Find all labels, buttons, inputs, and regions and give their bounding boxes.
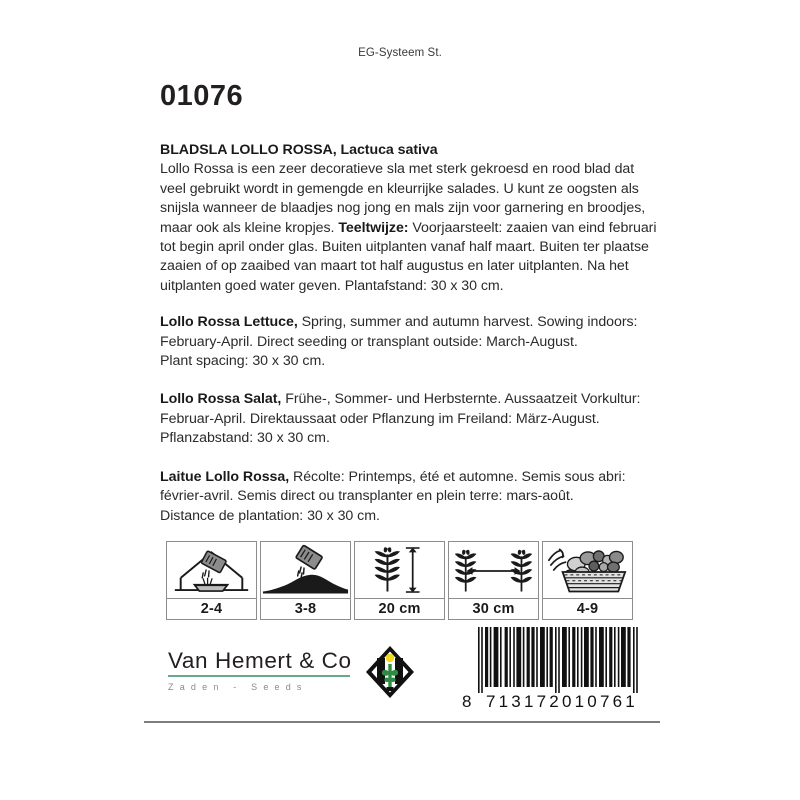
description-nl: [160, 141, 660, 296]
bottom-divider: [144, 721, 660, 723]
article-number: 01076: [160, 80, 244, 112]
description-de: [160, 390, 660, 448]
icon-cell-sow-indoors: [166, 541, 257, 620]
description-nl-inline-label: Teeltwijze:: [338, 219, 409, 236]
icon-cell-harvest: [542, 541, 633, 620]
sow-outdoors-icon: [260, 541, 351, 599]
eg-system-label: EG-Systeem St.: [358, 47, 442, 59]
description-en-lead: Lollo Rossa Lettuce,: [160, 314, 298, 331]
brand-subtitle: Zaden - Seeds: [168, 681, 308, 692]
van-hemert-diamond-logo: [364, 644, 416, 700]
description-de-body: Frühe-, Sommer- und Herbsternte. Aussaatzeit Vorkultur: Februar-April. Direktaussaat oder Pflanzung im Freiland: März-August.: [160, 391, 641, 427]
description-fr: [160, 468, 660, 526]
icon-cell-plant-spacing: [448, 541, 539, 620]
cultivation-icon-row: [166, 541, 633, 620]
ean13-barcode: [460, 623, 656, 711]
brand-name: Van Hemert & Co: [168, 648, 352, 673]
icon-label-sow-indoors: 2-4: [166, 599, 257, 620]
icon-label-sow-outdoors: 3-8: [260, 599, 351, 620]
barcode-digit-group-3: 010761: [562, 692, 638, 711]
icon-cell-sow-outdoors: [260, 541, 351, 620]
description-content: [160, 141, 660, 526]
barcode-digit-group-2: 713172: [486, 692, 562, 711]
description-nl-body-2: Voorjaarsteelt: zaaien van eind februari tot begin april onder glas. Buiten uitplanten vanaf half maart. Buiten ter plaatse zaaien of op zaaibed van maart tot half augustus en later uitplanten. Na het uitplanten goed water geven. Plantafstand: 30 x 30 cm.: [160, 219, 657, 294]
plant-spacing-icon: [448, 541, 539, 599]
description-en: [160, 313, 660, 371]
description-nl-body-1: Lollo Rossa is een zeer decoratieve sla met sterk gekroesd en rood blad dat veel gebruikt wordt in gemengde en kleurrijke salades. U kunt ze oogsten als snijsla wanneer de blaadjes nog jong en mals zijn voor garnering en broodjes, maar ook als kleine kropjes.: [160, 161, 646, 236]
icon-label-plant-height: 20 cm: [354, 599, 445, 620]
barcode-digit-group-1: 8: [462, 692, 472, 711]
description-de-spacing: Pflanzabstand: 30 x 30 cm.: [160, 430, 330, 447]
brand-accent-rule: [168, 675, 350, 677]
icon-label-harvest: 4-9: [542, 599, 633, 620]
description-fr-body: Récolte: Printemps, été et automne. Semis sous abri: février-avril. Semis direct ou transplanter en plein terre: mars-août.: [160, 468, 626, 505]
description-en-spacing: Plant spacing: 30 x 30 cm.: [160, 353, 326, 370]
plant-height-icon: [354, 541, 445, 599]
brand-block: [168, 648, 358, 692]
harvest-icon: [542, 541, 633, 599]
icon-label-plant-spacing: 30 cm: [448, 599, 539, 620]
description-fr-spacing: Distance de plantation: 30 x 30 cm.: [160, 507, 380, 524]
icon-cell-plant-height: [354, 541, 445, 620]
description-nl-title: BLADSLA LOLLO ROSSA, Lactuca sativa: [160, 142, 438, 158]
description-de-lead: Lollo Rossa Salat,: [160, 391, 282, 408]
sow-indoors-icon: [166, 541, 257, 599]
description-fr-lead: Laitue Lollo Rossa,: [160, 468, 290, 485]
description-en-body: Spring, summer and autumn harvest. Sowing indoors: February-April. Direct seeding or transplant outside: March-August.: [160, 314, 638, 350]
